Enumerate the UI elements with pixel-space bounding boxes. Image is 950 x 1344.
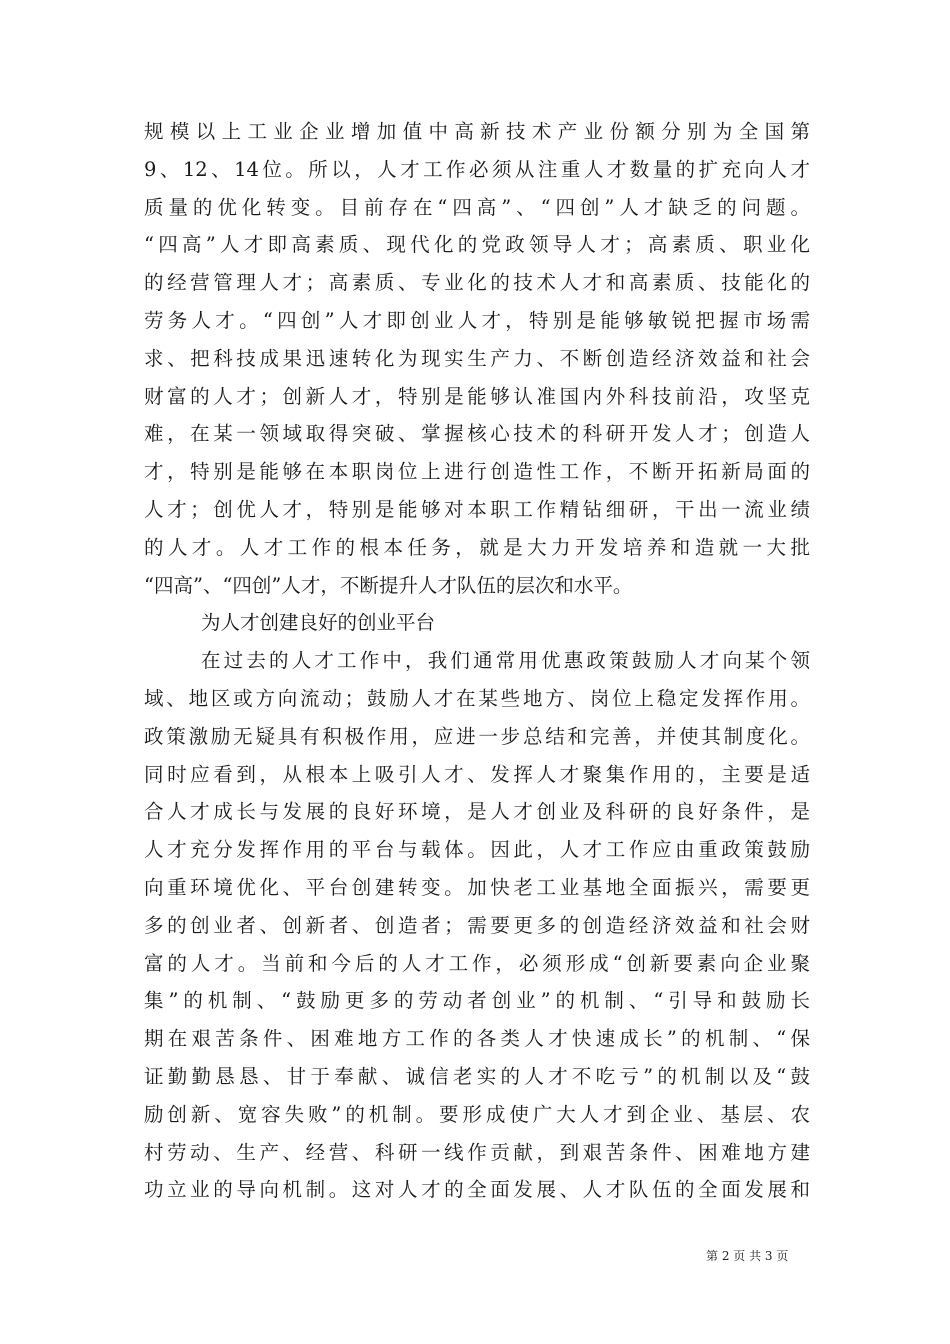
body-text-line: 同时应看到，从根本上吸引人才、发挥人才聚集作用的，主要是适 [144,762,810,786]
body-text-line: 域、地区或方向流动；鼓励人才在某些地方、岗位上稳定发挥作用。 [144,686,810,710]
body-text-line: 功立业的导向机制。这对人才的全面发展、人才队伍的全面发展和 [144,1178,810,1202]
body-text-line: 合人才成长与发展的良好环境，是人才创业及科研的良好条件，是 [144,800,810,824]
body-text-line: 在过去的人才工作中，我们通常用优惠政策鼓励人才向某个领 [201,649,810,673]
page-number-footer: 第 2 页 共 3 页 [706,1249,789,1263]
body-text-line: 9、12、14位。所以，人才工作必须从注重人才数量的扩充向人才 [144,157,810,181]
body-text-line: “四高”人才即高素质、现代化的党政领导人才；高素质、职业化 [144,233,810,257]
body-text-line: 政策激励无疑具有积极作用，应进一步总结和完善，并使其制度化。 [144,724,810,748]
body-text-line: 劳务人才。“四创”人才即创业人才，特别是能够敏锐把握市场需 [144,308,810,332]
body-text-line: 富的人才。当前和今后的人才工作，必须形成“创新要素向企业聚 [144,951,810,975]
body-text-line: 规模以上工业企业增加值中高新技术产业份额分别为全国第 [144,120,810,143]
body-text-line: 人才充分发挥作用的平台与载体。因此，人才工作应由重政策鼓励 [144,838,810,862]
section-heading: 为人才创建良好的创业平台 [201,611,436,635]
body-text-line: 集”的机制、“鼓励更多的劳动者创业”的机制、“引导和鼓励长 [144,989,810,1013]
body-text-line: 的经营管理人才；高素质、专业化的技术人才和高素质、技能化的 [144,271,810,295]
body-text-line: 期在艰苦条件、困难地方工作的各类人才快速成长”的机制、“保 [144,1027,810,1051]
body-text-line: 证勤勤恳恳、甘于奉献、诚信老实的人才不吃亏”的机制以及“鼓 [144,1064,810,1088]
body-text-line: 多的创业者、创新者、创造者；需要更多的创造经济效益和社会财 [144,913,810,937]
body-text-line: “四高”、“四创”人才，不断提升人才队伍的层次和水平。 [144,573,633,597]
document-body [144,113,810,1209]
body-text-line: 村劳动、生产、经营、科研一线作贡献，到艰苦条件、困难地方建 [144,1140,810,1164]
body-text-line: 难，在某一领域取得突破、掌握核心技术的科研开发人才；创造人 [144,422,810,446]
body-text-line: 求、把科技成果迅速转化为现实生产力、不断创造经济效益和社会 [144,346,810,370]
body-text-line: 励创新、宽容失败”的机制。要形成使广大人才到企业、基层、农 [144,1102,810,1126]
body-text-line: 向重环境优化、平台创建转变。加快老工业基地全面振兴，需要更 [144,875,810,899]
body-text-line: 才，特别是能够在本职岗位上进行创造性工作，不断开拓新局面的 [144,460,810,484]
body-text-line: 人才；创优人才，特别是能够对本职工作精钻细研，干出一流业绩 [144,497,810,521]
body-text-line: 质量的优化转变。目前存在“四高”、“四创”人才缺乏的问题。 [144,195,810,219]
body-text-line: 的人才。人才工作的根本任务，就是大力开发培养和造就一大批 [144,535,810,559]
body-text-line: 财富的人才；创新人才，特别是能够认准国内外科技前沿，攻坚克 [144,384,810,408]
